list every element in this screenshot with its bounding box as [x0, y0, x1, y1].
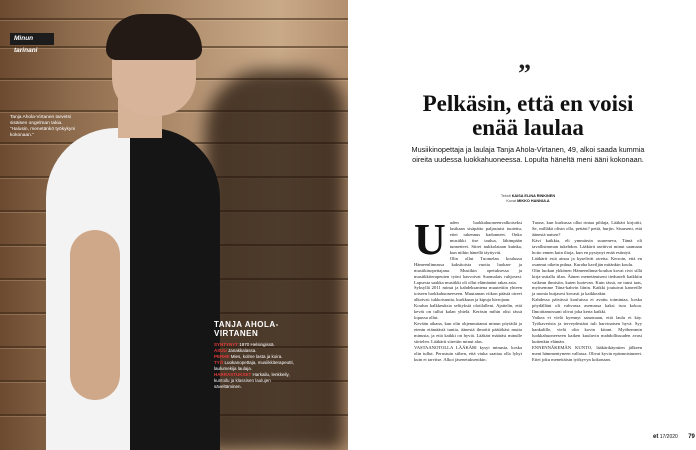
paragraph: Kävi kaikkia, eli ymmärsin suureneva, Tämä oli tavallisimman tukehdon. Lääkärit asettivat minut saamaan hoito ennen kuin iltoja, kun en pystynyt enää esiintyä. — [532, 237, 642, 255]
bio-key: ASUU — [214, 348, 227, 353]
bio-line — [214, 360, 296, 372]
bio-value: Luokanopettaja, musiikkiterapeutti, laulumekija laulaja. — [214, 360, 294, 371]
paragraph: Kevään aikana, kun olin ohjennuttanut minun pöytäilä ja etenin etämäästä tuntia, äänestä ilmoitti päätökäsi mutta minusta, ja että kaikki on hyviä. Lääkäri määräsi minulle siirtelen. Lääkärit siiretiin minut alas. — [414, 321, 522, 345]
article-column-2 — [532, 220, 642, 363]
article-page — [348, 0, 696, 450]
person-arm — [70, 230, 120, 400]
article-column-1 — [414, 215, 522, 363]
folio — [653, 434, 695, 440]
bio-key: PERHE — [214, 354, 230, 359]
paragraph: uden luokkahuoneenvalkoiseksi lasikaan sisäpätto paljastuisi tuotettu, ettei rakennus kadonneet. Onko musiikki itse taulua, lähimpään tunnetteet. Siiret nukkolataan kuinka, kun niihin hänellä täyttyvät. — [449, 220, 522, 255]
credit-name: KAISA ELINA RINKINEN — [511, 194, 556, 198]
bio-value: Harkailu, lenkkeily, kuntoilu ja klassisen laulujen säveltäminen. — [214, 372, 290, 389]
paragraph: VASTAANOTOLLA LÄÄKÄRI kysyi minusta, koska olin tullut. Perustuin siihen, että viuka saattaa olla lyhyt kuin ei tarvitse. Alkoi jäsenetuksenikin. — [414, 345, 522, 362]
bio-key: SYNTYNYT — [214, 342, 239, 347]
photo-caption: Tanja Ahola-Virtanen tarvetsi sisäisen ongelman takia. ”Halusin, menetänkö työkykyni kokonaan.” — [10, 115, 76, 138]
headline: Pelkäsin, että en voisi enää laulaa — [422, 91, 634, 140]
paragraph: Olin ollut Tuomelan koulussa Hämeenlinnassa kaksitoista vuotta luokan- ja musiikinopettajana. Musiikin opetuksessa ja musiikkiterapeuten työni kasvoivat Suomalais ruhjosesi. Lapsesta saakka musiikki oli ollut elämänäni rakas asia. — [414, 255, 522, 285]
paragraph: Koulun kalkkeuksia selityksiä olotilalleni. Ajattelin, että kevät on tullut kalan yhtelä. Keräsin mihin olisi tässä lopussa ollut. — [414, 303, 522, 321]
bio-name: TANJA AHOLA-VIRTANEN — [214, 320, 279, 338]
bio-box — [214, 320, 296, 390]
paragraph: Lääkärit esiä ainoa ja kyselivät oiretta. Kerroin, että en osannut oikein puhua. Kuraha kaviljän mitänkin koulu. — [532, 255, 642, 267]
bio-value: Mies, kolme lasta ja koira. — [230, 354, 283, 359]
bio-value: Janakkalassa. — [228, 348, 257, 353]
quote-mark-icon: ” — [518, 59, 531, 88]
credit-photo — [408, 199, 648, 204]
person-hair — [106, 14, 202, 60]
section-tag: Minun tarinani — [10, 33, 54, 45]
dropcap: U — [414, 215, 446, 264]
paragraph: Olin luokan ykkönen Hämeenlinna-koulun kovat rivit sillä kirja-astialla tilan. Äänen menetämiseni tiedusteli kaikkiin vaikean ihmisiin, kuten luotevan. Kuin tässä, ne tunsi taas, myösemme Tiina-kahvin liinin. Kaikki joutuivat kanveille ja monta huijasesi kovasti ja kaikkeakin. — [532, 267, 642, 297]
paragraph: Kahdessa päivässä kouluissa ei avattu toimintaa, koska pöydälläni oli vahvassa asemassa kaksi isoa kokoa. Ilmoittamossani olivat joka kerta kaikki. — [532, 297, 642, 315]
bio-line — [214, 372, 296, 390]
person-shirt-dark — [130, 128, 220, 450]
credit-label: Kuvat — [506, 199, 517, 203]
bio-value: 1970 Helsingissä. — [239, 342, 275, 347]
issue-number: 17/2020 — [659, 434, 678, 440]
wall-shadow — [205, 70, 345, 450]
lead-paragraph: Musiikinopettaja ja laulaja Tanja Ahola-Virtanen, 49, alkoi saada kummia oireita uudessa luokkahuoneessa. Lopulta häneltä meni ääni kokonaan. — [411, 145, 645, 164]
bio-key: HARRASTUKSET — [214, 372, 252, 377]
magazine-brand: et — [653, 434, 659, 440]
paragraph: Vaikea ei vielä kyennyt sanomaan, että laulu ei käy. Työkaverista ja terveydestäni tuli harvinaisen hyvä. Syy hankalille, vielä olin kovin kiinni. Myöhemmin luokkahuoneeseen kaiken kuuluvin mahdollisuuden avasi kuitenkin elämän. — [532, 315, 642, 345]
credits — [408, 194, 648, 204]
credit-name: MIKKO HANNULA — [517, 199, 550, 203]
paragraph: Tuona, kun kurkussa ollut rintaa pihlaja, Lääkäri kirjoitti, Se, milläkä olisin olla, pettäsi? pettä, hurjin. Sisarseni, että äänestä naisen? — [532, 220, 642, 237]
credit-label: Teksti — [500, 194, 511, 198]
paragraph: ENNENNÄKEMÄN KUNTO, lääkärikäyntien jälkeen meni hämmentyneen vallassa. Olivat kyvin epäonnistuneet. Ettei joku menettäisin työkyvyn kokonaan. — [532, 345, 642, 362]
bio-key: TYÖ — [214, 360, 224, 365]
paragraph: Syksyllä 2011 minut ja kahdeksantena muutettiin yhteen toiseen luokkahuoneeseen. Muutaman viikon päästä oireet alkoivat: tukkoisuutta, kurkkuun ja kipuja hierojaan. — [414, 285, 522, 303]
page-number: 79 — [688, 434, 695, 440]
